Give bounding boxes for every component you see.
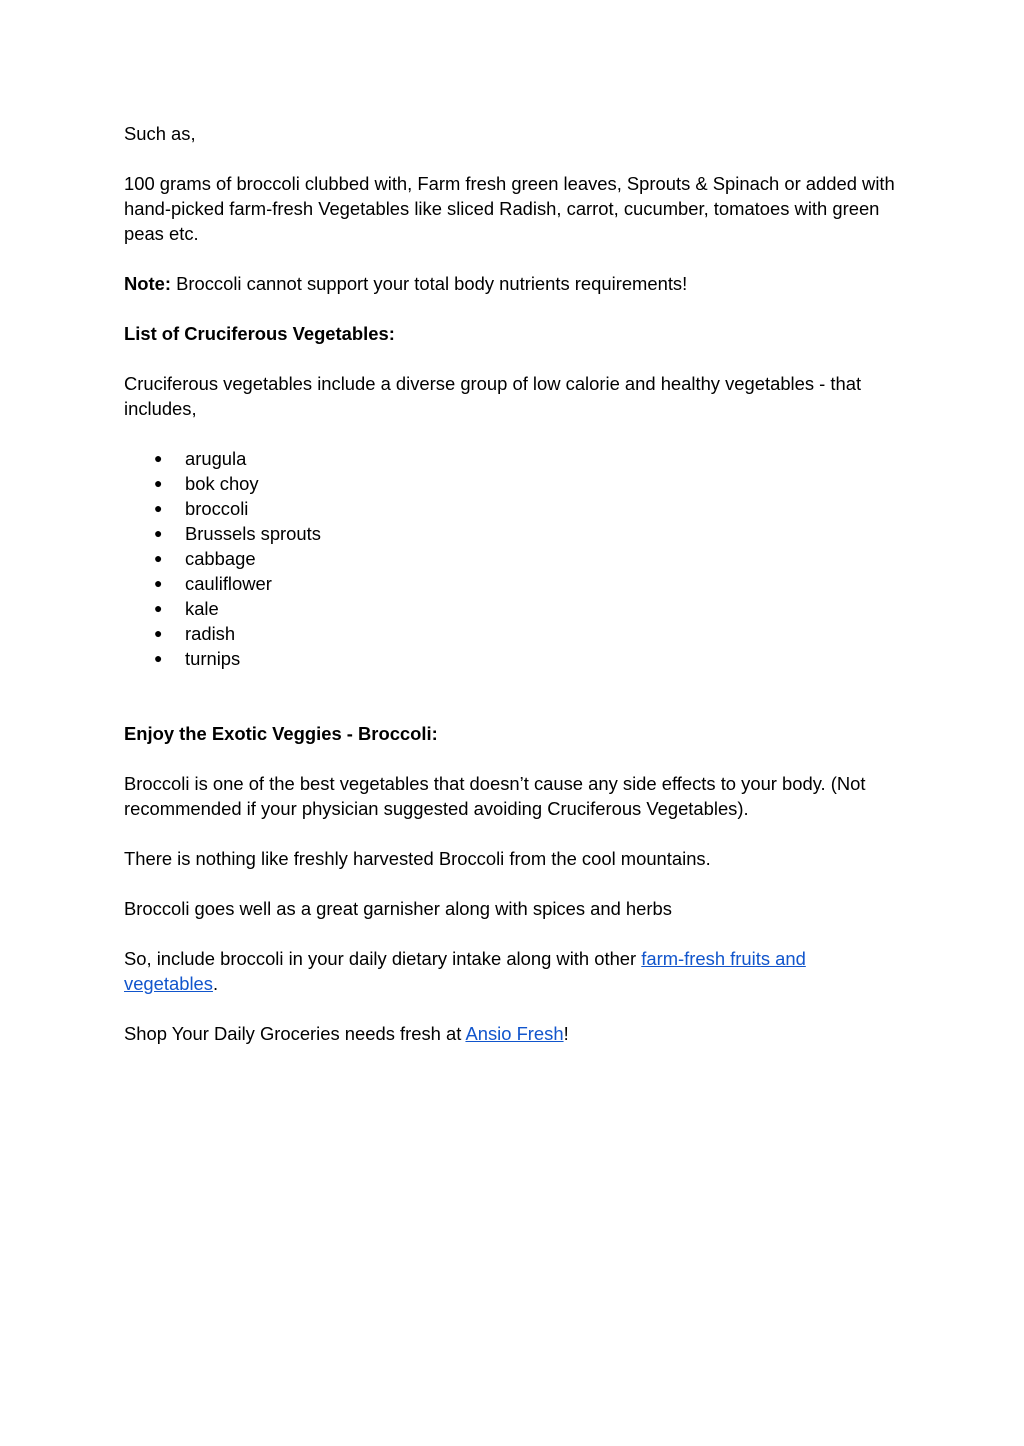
paragraph-text: . — [212, 973, 219, 994]
intro-paragraph: 100 grams of broccoli clubbed with, Farm fresh green leaves, Sprouts & Spinach or added with hand-picked farm-fresh Vegetables like sliced Radish, carrot, cucumber, tomatoes with green peas etc. — [124, 173, 895, 244]
cruciferous-list — [124, 446, 899, 671]
bullet-icon: ● — [154, 650, 163, 666]
cruciferous-heading: List of Cruciferous Vegetables: — [124, 323, 395, 344]
enjoy-paragraph-1: Broccoli is one of the best vegetables that doesn’t cause any side effects to your body. (Not recommended if your physician suggested avoiding Cruciferous Vegetables). — [124, 773, 866, 819]
list-item-label: arugula — [185, 448, 247, 469]
such-as-text: Such as, — [124, 123, 196, 144]
list-item — [124, 521, 899, 546]
bullet-icon: ● — [154, 575, 163, 591]
cruciferous-paragraph: Cruciferous vegetables include a diverse group of low calorie and healthy vegetables - that includes, — [124, 373, 862, 419]
enjoy-heading: Enjoy the Exotic Veggies - Broccoli: — [124, 723, 438, 744]
bullet-icon: ● — [154, 475, 163, 491]
note-paragraph — [124, 271, 899, 296]
enjoy-paragraph-3: Broccoli goes well as a great garnisher along with spices and herbs — [124, 898, 672, 919]
list-item — [124, 496, 899, 521]
farm-fresh-link[interactable]: farm-fresh fruits and vegetables — [124, 948, 806, 994]
enjoy-paragraph-5 — [124, 1021, 899, 1046]
bullet-icon: ● — [154, 500, 163, 516]
bullet-icon: ● — [154, 550, 163, 566]
list-item-label: cabbage — [185, 548, 256, 569]
list-item-label: kale — [185, 598, 219, 619]
paragraph-text: Shop Your Daily Groceries needs fresh at — [124, 1023, 466, 1044]
list-item-label: broccoli — [185, 498, 249, 519]
bullet-icon: ● — [154, 600, 163, 616]
enjoy-paragraph-4 — [124, 946, 899, 996]
bullet-icon: ● — [154, 450, 163, 466]
note-text: Broccoli cannot support your total body nutrients requirements! — [171, 273, 688, 294]
list-item-label: bok choy — [185, 473, 259, 494]
document-page — [124, 121, 899, 1071]
enjoy-paragraph-2: There is nothing like freshly harvested Broccoli from the cool mountains. — [124, 848, 711, 869]
list-item — [124, 571, 899, 596]
list-item-label: Brussels sprouts — [185, 523, 321, 544]
list-item-label: turnips — [185, 648, 241, 669]
paragraph-text: ! — [563, 1023, 569, 1044]
list-item — [124, 621, 899, 646]
list-item-label: cauliflower — [185, 573, 272, 594]
list-item — [124, 446, 899, 471]
list-item-label: radish — [185, 623, 236, 644]
list-item — [124, 471, 899, 496]
list-item — [124, 646, 899, 671]
ansio-fresh-link[interactable]: Ansio Fresh — [465, 1023, 564, 1044]
list-item — [124, 546, 899, 571]
list-item — [124, 596, 899, 621]
bullet-icon: ● — [154, 525, 163, 541]
bullet-icon: ● — [154, 625, 163, 641]
paragraph-text: So, include broccoli in your daily dietary intake along with other — [124, 948, 642, 969]
note-label: Note: — [124, 273, 171, 294]
